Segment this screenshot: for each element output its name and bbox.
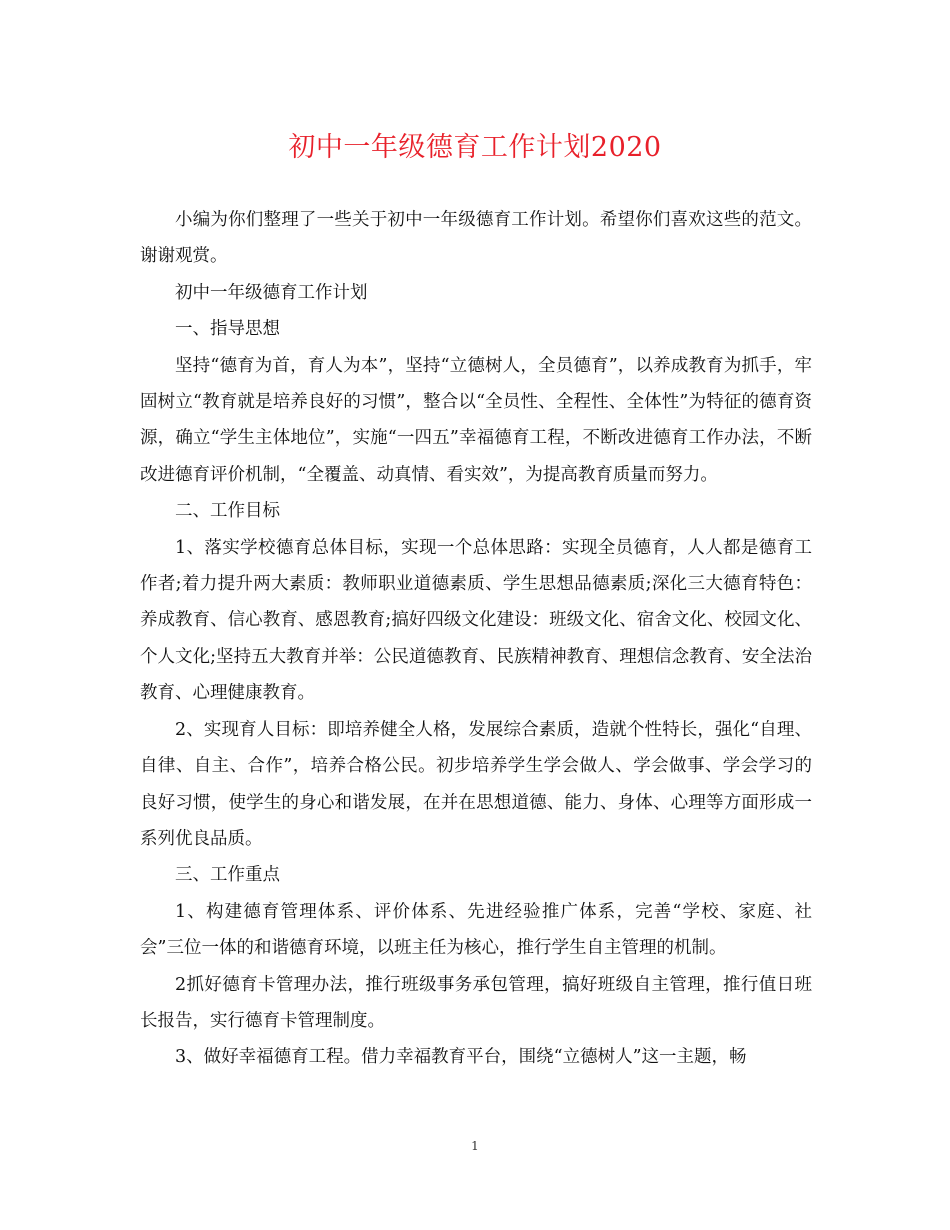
work-goal-paragraph-2: 2、实现育人目标：即培养健全人格，发展综合素质，造就个性特长，强化“自理、自律、自主、合作”，培养合格公民。初步培养学生学会做人、学会做事、学会学习的良好习惯，使学生的身心和谐发展，在并在思想道德、能力、身体、心理等方面形成一系列优良品质。 — [140, 719, 812, 849]
work-goal-paragraph-1: 1、落实学校德育总体目标，实现一个总体思路：实现全员德育，人人都是德育工作者;着力提升两大素质：教师职业道德素质、学生思想品德素质;深化三大德育特色：养成教育、信心教育、感恩教育;搞好四级文化建设：班级文化、宿舍文化、校园文化、个人文化;坚持五大教育并举：公民道德教育、民族精神教育、理想信念教育、安全法治教育、心理健康教育。 — [140, 537, 812, 704]
page-number: 1 — [471, 1139, 479, 1153]
work-focus-paragraph-1: 1、构建德育管理体系、评价体系、先进经验推广体系，完善“学校、家庭、社会”三位一体的和谐德育环境，以班主任为核心，推行学生自主管理的机制。 — [140, 901, 812, 959]
plan-subtitle: 初中一年级德育工作计划 — [175, 282, 368, 303]
section-heading-guiding-thought: 一、指导思想 — [175, 319, 280, 340]
work-focus-paragraph-2: 2抓好德育卡管理办法，推行班级事务承包管理，搞好班级自主管理，推行值日班长报告，实行德育卡管理制度。 — [140, 974, 812, 1031]
document-title: 初中一年级德育工作计划2020 — [288, 132, 662, 163]
guiding-thought-paragraph: 坚持“德育为首，育人为本”，坚持“立德树人，全员德育”，以养成教育为抓手，牢固树立“教育就是培养良好的习惯”，整合以“全员性、全程性、全体性”为特征的德育资源，确立“学生主体地位”，实施“一四五”幸福德育工程，不断改进德育工作办法，不断改进德育评价机制，“全覆盖、动真情、看实效”，为提高教育质量而努力。 — [140, 355, 812, 485]
work-focus-paragraph-3: 3、做好幸福德育工程。借力幸福教育平台，围绕“立德树人”这一主题，畅 — [175, 1047, 747, 1068]
document-body — [140, 202, 812, 1076]
section-heading-work-goals: 二、工作目标 — [175, 501, 280, 522]
intro-paragraph: 小编为你们整理了一些关于初中一年级德育工作计划。希望你们喜欢这些的范文。谢谢观赏。 — [140, 210, 812, 267]
section-heading-work-focus: 三、工作重点 — [175, 865, 280, 886]
